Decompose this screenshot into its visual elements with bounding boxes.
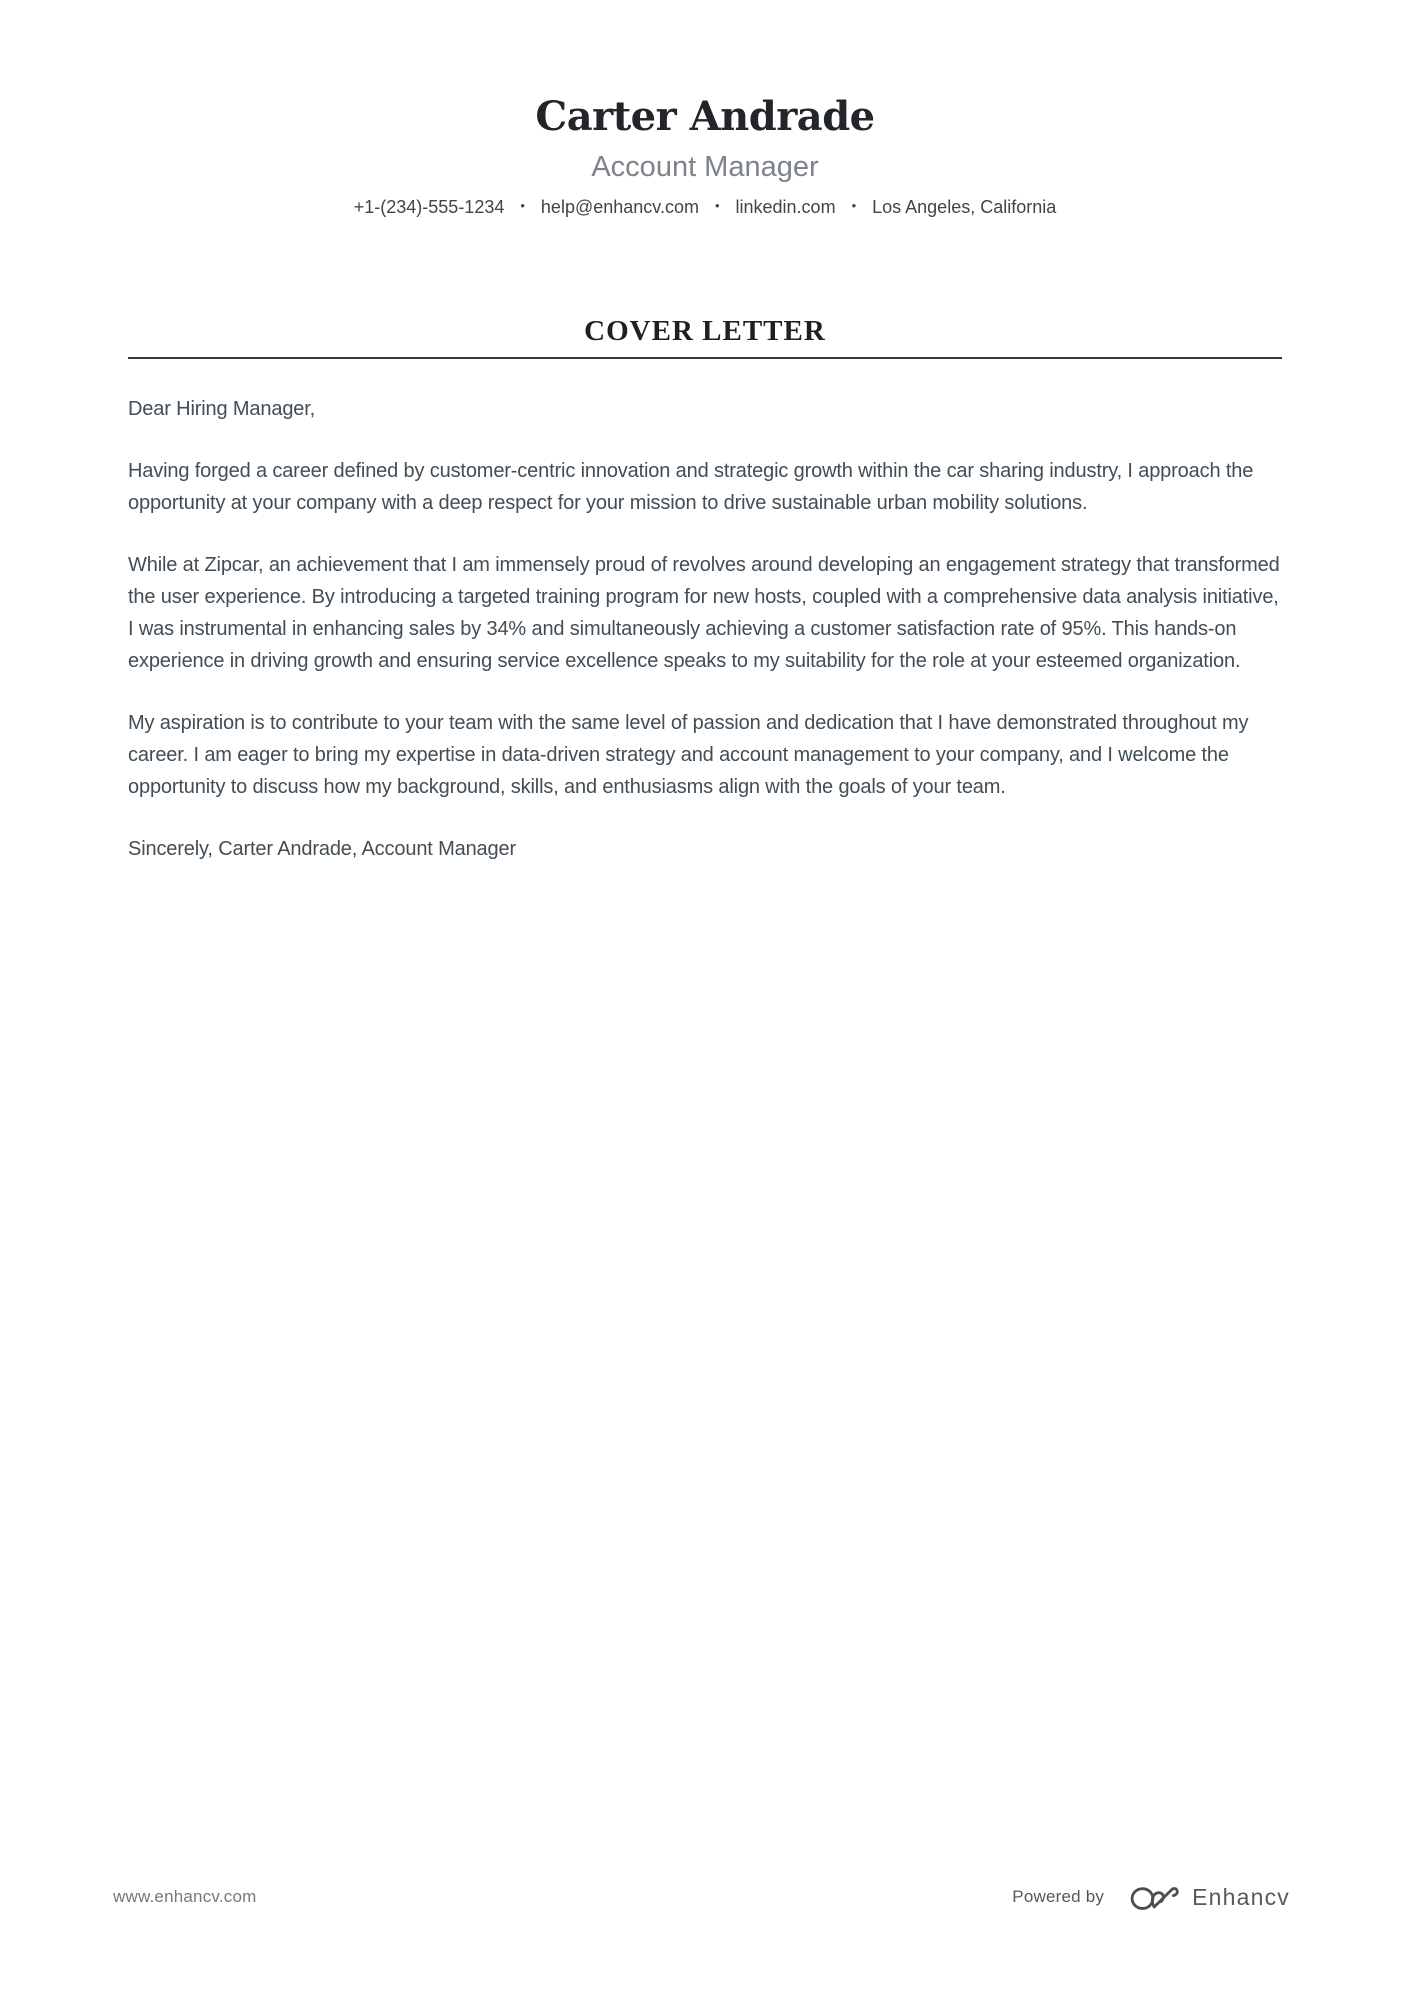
contact-location: Los Angeles, California (872, 197, 1057, 217)
bullet-separator-icon: • (714, 198, 720, 213)
contact-linkedin: linkedin.com (735, 197, 836, 217)
contact-phone: +1-(234)-555-1234 (353, 197, 505, 217)
contact-line (128, 195, 1282, 219)
contact-email: help@enhancv.com (540, 197, 699, 217)
bullet-separator-icon: • (851, 198, 857, 213)
salutation: Dear Hiring Manager, (128, 398, 316, 420)
letter-body (128, 393, 1282, 865)
powered-by-label: Powered by (1012, 1887, 1105, 1906)
paragraph-achievement: While at Zipcar, an achievement that I am immensely proud of revolves around developing an engagement strategy that transformed the user experience. By introducing a targeted training program for new hosts, coupled with a comprehensive data analysis initiative, I was instrumental in enhancing sales by 34% and simultaneously achieving a customer satisfaction rate of 95%. This hands-on experience in driving growth and ensuring service excellence speaks to my suitability for the role at your esteemed organization. (128, 554, 1280, 672)
footer-brand (1012, 1881, 1290, 1913)
job-title: Account Manager (591, 151, 819, 183)
candidate-name: Carter Andrade (535, 93, 875, 140)
footer-website: www.enhancv.com (113, 1887, 257, 1906)
signature-line: Sincerely, Carter Andrade, Account Manager (128, 838, 516, 860)
cover-letter-heading: COVER LETTER (584, 315, 826, 347)
enhancv-wordmark: Enhancv (1192, 1883, 1290, 1910)
paragraph-aspiration: My aspiration is to contribute to your team with the same level of passion and dedication that I have demonstrated throughout my career. I am eager to bring my expertise in data-driven strategy and account management to your company, and I welcome the opportunity to discuss how my background, skills, and enthusiasms align with the goals of your team. (128, 712, 1249, 798)
page-footer (113, 1881, 1290, 1913)
enhancv-infinity-icon (1130, 1881, 1182, 1913)
bullet-separator-icon: • (520, 198, 525, 213)
paragraph-intro: Having forged a career defined by customer-centric innovation and strategic growth within the car sharing industry, I approach the opportunity at your company with a deep respect for your mission to drive sustainable urban mobility solutions. (128, 460, 1254, 514)
document-header (128, 92, 1282, 219)
page-content (0, 92, 1410, 865)
heading-divider (128, 357, 1282, 359)
